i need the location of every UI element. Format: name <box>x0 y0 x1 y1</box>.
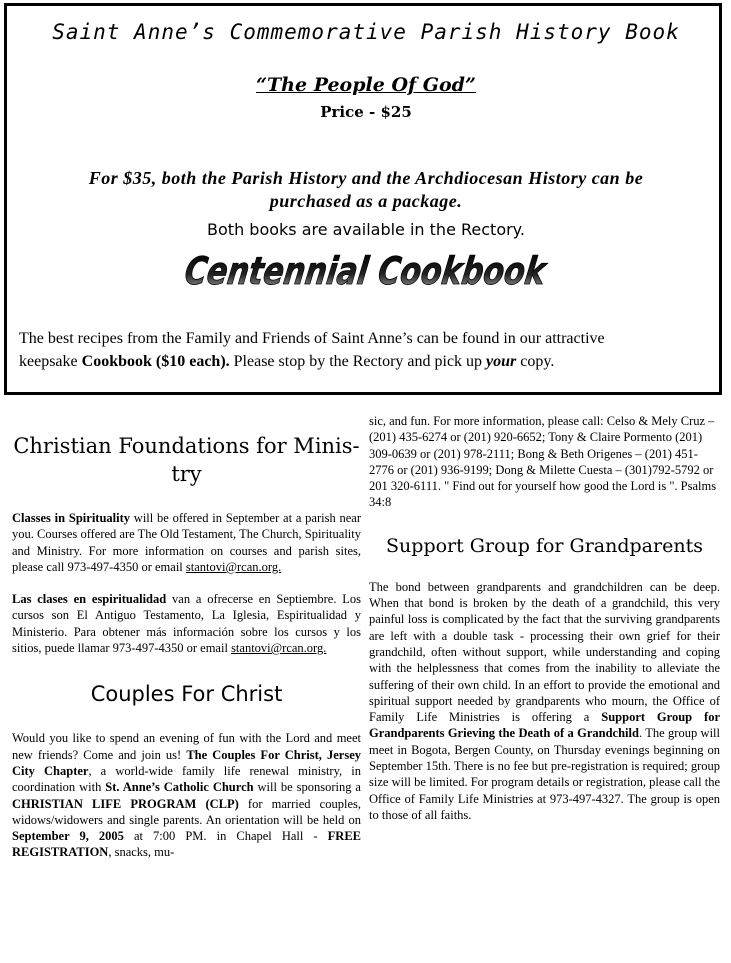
grandparents-heading: Support Group for Grandparents <box>386 534 703 557</box>
cookbook-description <box>19 327 709 373</box>
package-line-2: purchased as a package. <box>269 191 463 211</box>
foundations-spanish-paragraph: Las clases en espiritualidad van a ofrecerse en Septiembre. Los cursos son El Antiguo Testamento, La Iglesia, Espiritualidad y Ministerio. Para obtener más información sobre los cursos y los sitios, puede llamar 973-497-4350 or email stantovi@rcan.org. <box>12 592 361 656</box>
parish-history-box <box>4 3 722 395</box>
foundations-english-paragraph: Classes in Spirituality will be offered in September at a parish near you. Courses offered are The Old Testament, The Church, Spirituality and Ministry. For more information on courses and parish sites, please call 973-497-4350 or email stantovi@rcan.org. <box>12 511 362 574</box>
email-link[interactable]: stantovi@rcan.org. <box>231 641 327 656</box>
book-price: Price - $25 <box>320 103 412 121</box>
couples-contact-paragraph: sic, and fun. For more information, please call: Celso & Mely Cruz – (201) 435-6274 or (201) 920-6652; Tony & Claire Pormento (201) 309-0639 or (201) 978-2111; Bong & Beth Origenes – (201) 451-2776 or (201) 936-9199; Dong & Milette Cuesta – (301)792-5792 or 201 320-6111. " Find out for yourself how good the Lord is ". Psalms 34:8 <box>369 414 717 510</box>
package-line-1: For $35, both the Parish History and the Archdiocesan History can be <box>88 168 644 188</box>
availability-note: Both books are available in the Rectory. <box>207 220 525 239</box>
book-subtitle: “The People Of God” <box>256 74 476 96</box>
right-column <box>369 413 720 823</box>
cookbook-wordart <box>175 244 642 300</box>
email-link[interactable]: stantovi@rcan.org. <box>185 559 282 574</box>
left-column <box>12 432 361 861</box>
box-title: Saint Anne’s Commemorative Parish History Book <box>52 20 680 44</box>
couples-paragraph: Would you like to spend an evening of fun with the Lord and meet new friends? Come and join us! The Couples For Christ, Jersey City Chapter, a world-wide family life renewal ministry, in coordination with St. Anne’s Catholic Church will be sponsoring a CHRISTIAN LIFE PROGRAM (CLP) for married couples, widows/widowers and single parents. An orientation will be held on September 9, 2005 at 7:00 PM. in Chapel Hall - FREE REGISTRATION, snacks, mu- <box>12 731 362 860</box>
cookbook-line-1: The best recipes from the Family and Friends of Saint Anne’s can be found in our attractive <box>19 330 605 347</box>
foundations-heading: Christian Foundations for Minis- try <box>13 434 360 486</box>
cookbook-line-2: keepsake Cookbook ($10 each). Please stop by the Rectory and pick up your copy. <box>19 353 555 370</box>
couples-heading: Couples For Christ <box>90 682 283 707</box>
cookbook-title: Centennial Cookbook <box>181 250 642 294</box>
grandparents-paragraph: The bond between grandparents and grandchildren can be deep. When that bond is broken by the death of a grandchild, this very painful loss is complicated by the fact that the surviving grandparents are left with a double task - processing their own grief for their grandchild, often without support, while understanding and coping with the helplessness that comes from the inability to alleviate the suffering of their own child. In an effort to provide the emotional and spiritual support needed by grandparents who mourn, the Office of Family Life Ministries is offering a Support Group for Grandparents Grieving the Death of a Grandchild. The group will meet in Bogota, Bergen County, on Thursday evenings beginning on September 15th. There is no fee but pre-registration is required; group size will be limited. For program details or registration, please call the Office of Family Life Ministries at 973-497-4327. The group is open to those of all faiths. <box>369 579 720 822</box>
